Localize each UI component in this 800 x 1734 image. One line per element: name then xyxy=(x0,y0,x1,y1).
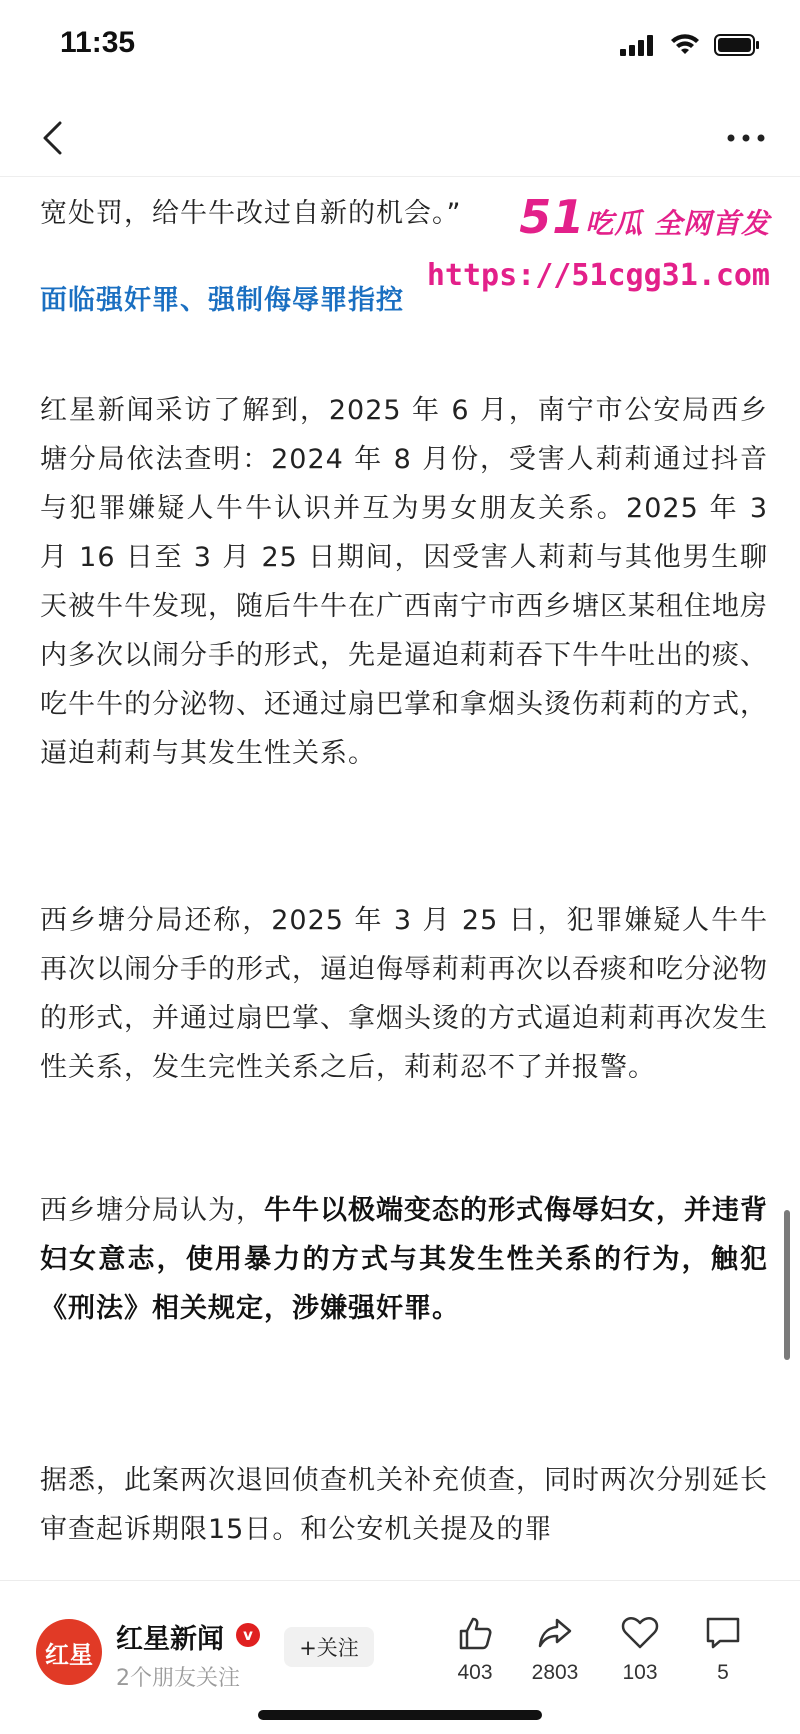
nav-bar xyxy=(0,100,800,177)
article-paragraph: 宽处罚，给牛牛改过自新的机会。” xyxy=(40,198,462,229)
signal-icon xyxy=(620,34,656,56)
favorite-button[interactable] xyxy=(600,1615,680,1685)
heart-icon xyxy=(621,1615,659,1651)
battery-icon xyxy=(714,34,760,56)
watermark-text: 吃瓜 全网首发 xyxy=(585,207,770,240)
watermark xyxy=(426,190,770,320)
favorite-count: 103 xyxy=(622,1661,658,1684)
scrollbar[interactable] xyxy=(784,1210,790,1360)
bold-text: 牛牛以极端变态的形式侮辱妇女，并违背妇女意志，使用暴力的方式与其发生性关系的行为，触犯《刑法》相关规定，涉嫌强奸罪。 xyxy=(40,1195,768,1324)
watermark-title xyxy=(519,190,770,244)
article-paragraph: 西乡塘分局还称，2025 年 3 月 25 日，犯罪嫌疑人牛牛再次以闹分手的形式，逼迫侮辱莉莉再次以吞痰和吃分泌物的形式，并通过扇巴掌、拿烟头烫的方式逼迫莉莉再次发生性关系，发生完性关系之后，莉莉忍不了并报警。 xyxy=(40,905,768,1083)
share-count: 2803 xyxy=(531,1661,579,1684)
more-options-button[interactable] xyxy=(716,110,776,166)
share-icon xyxy=(537,1615,573,1651)
share-button[interactable] xyxy=(515,1615,595,1685)
avatar[interactable]: 红星 xyxy=(36,1619,102,1685)
more-dots-icon xyxy=(726,134,766,142)
wifi-icon xyxy=(670,34,700,56)
status-icons xyxy=(620,34,760,56)
watermark-number: 51 xyxy=(519,190,586,244)
verified-badge: v xyxy=(236,1623,260,1647)
paragraph-text: 西乡塘分局认为， xyxy=(40,1195,264,1226)
watermark-url: https://51cgg31.com xyxy=(426,258,770,293)
like-button[interactable] xyxy=(435,1615,515,1685)
comment-button[interactable] xyxy=(683,1615,763,1685)
thumbs-up-icon xyxy=(457,1615,493,1651)
bottom-bar xyxy=(0,1580,800,1734)
status-bar xyxy=(0,0,800,100)
comment-count: 5 xyxy=(717,1661,729,1684)
section-heading: 面临强奸罪、强制侮辱罪指控 xyxy=(40,285,404,316)
friends-follow-text: 2个朋友关注 xyxy=(116,1666,240,1691)
article-paragraph xyxy=(40,1186,768,1333)
follow-button[interactable]: +关注 xyxy=(284,1627,374,1667)
like-count: 403 xyxy=(457,1661,493,1684)
author-name[interactable]: 红星新闻 xyxy=(116,1624,224,1655)
back-button[interactable] xyxy=(24,110,80,166)
home-indicator[interactable] xyxy=(258,1710,542,1720)
article-paragraph: 红星新闻采访了解到，2025 年 6 月，南宁市公安局西乡塘分局依法查明：2024 年 8 月份，受害人莉莉通过抖音与犯罪嫌疑人牛牛认识并互为男女朋友关系。2025 年 3 月 16 日至 3 月 25 日期间，因受害人莉莉与其他男生聊天被牛牛发现，随后牛牛在广西南宁市西乡塘区某租住地房内多次以闹分手的形式，先是逼迫莉莉吞下牛牛吐出的痰、吃牛牛的分泌物、还通过扇巴掌和拿烟头烫伤莉莉的方式，逼迫莉莉与其发生性关系。 xyxy=(40,395,768,769)
comment-icon xyxy=(704,1615,742,1651)
article-paragraph: 据悉，此案两次退回侦查机关补充侦查，同时两次分别延长审查起诉期限15日。和公安机关提及的罪 xyxy=(40,1465,768,1545)
status-time: 11:35 xyxy=(60,26,136,59)
chevron-left-icon xyxy=(40,120,64,156)
